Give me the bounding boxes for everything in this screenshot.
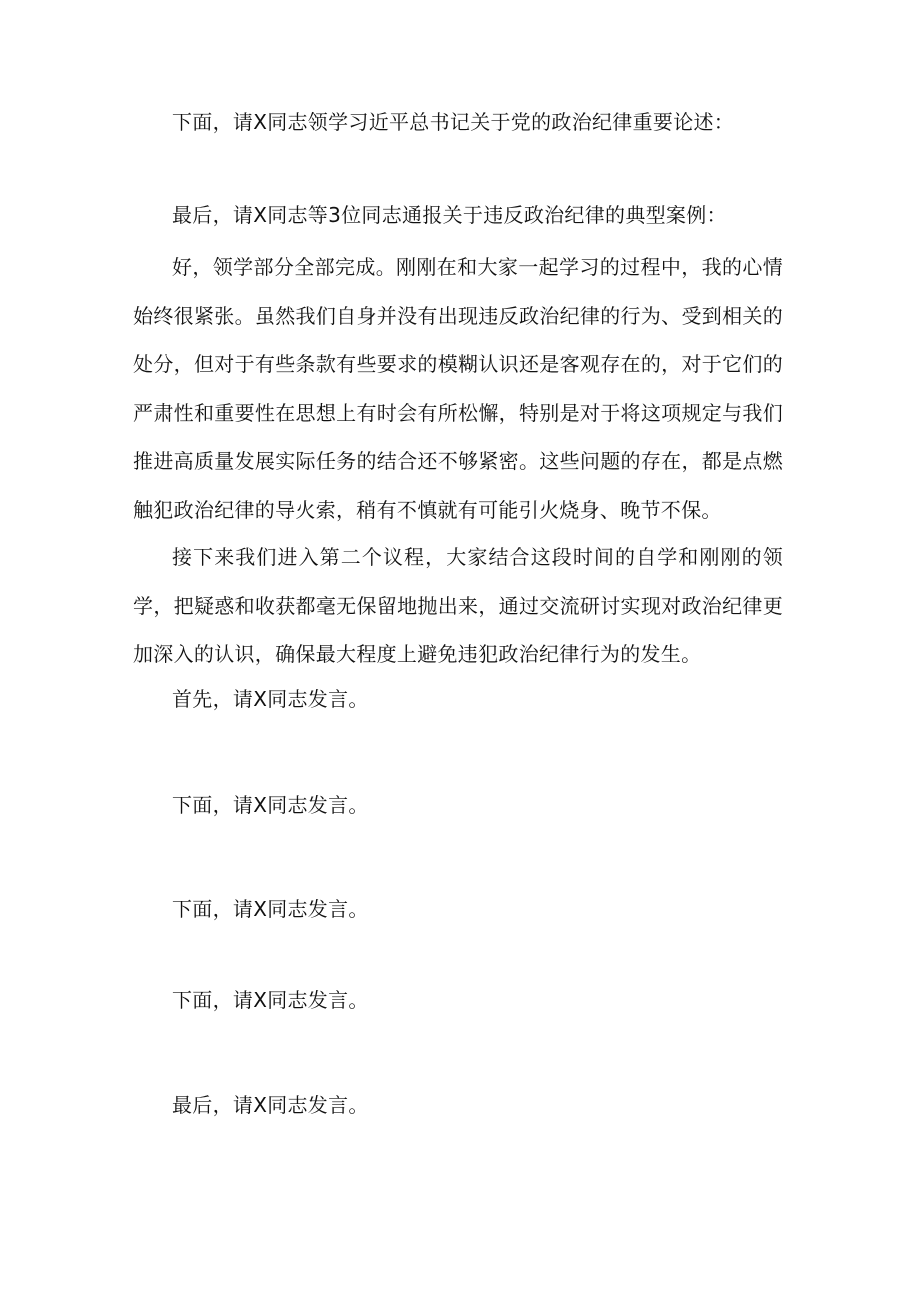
speaker-line-next-3: 下面，请X同志发言。: [172, 988, 369, 1012]
paragraph-agenda: 接下来我们进入第二个议程，大家结合这段时间的自学和刚刚的领学，把疑惑和收获都毫无保留地抛出来，通过交流研讨实现对政治纪律更加深入的认识，确保最大程度上避免违犯政治纪律行为的发生。: [133, 545, 783, 666]
speaker-line-next-1: 下面，请X同志发言。: [172, 793, 369, 817]
speaker-line-last: 最后，请X同志发言。: [172, 1093, 369, 1117]
intro-line-study: 下面，请X同志领学习近平总书记关于党的政治纪律重要论述：: [172, 110, 735, 134]
speaker-line-next-2: 下面，请X同志发言。: [172, 897, 369, 921]
paragraph-reflection: 好，领学部分全部完成。刚刚在和大家一起学习的过程中，我的心情始终很紧张。虽然我们自身并没有出现违反政治纪律的行为、受到相关的处分，但对于有些条款有些要求的模糊认识还是客观存在的，对于它们的严肃性和重要性在思想上有时会有所松懈，特别是对于将这项规定与我们推进高质量发展实际任务的结合还不够紧密。这些问题的存在，都是点燃触犯政治纪律的导火索，稍有不慎就有可能引火烧身、晚节不保。: [133, 255, 783, 522]
speaker-line-first: 首先，请X同志发言。: [172, 687, 369, 711]
intro-line-cases: 最后，请X同志等3位同志通报关于违反政治纪律的典型案例：: [172, 203, 727, 227]
